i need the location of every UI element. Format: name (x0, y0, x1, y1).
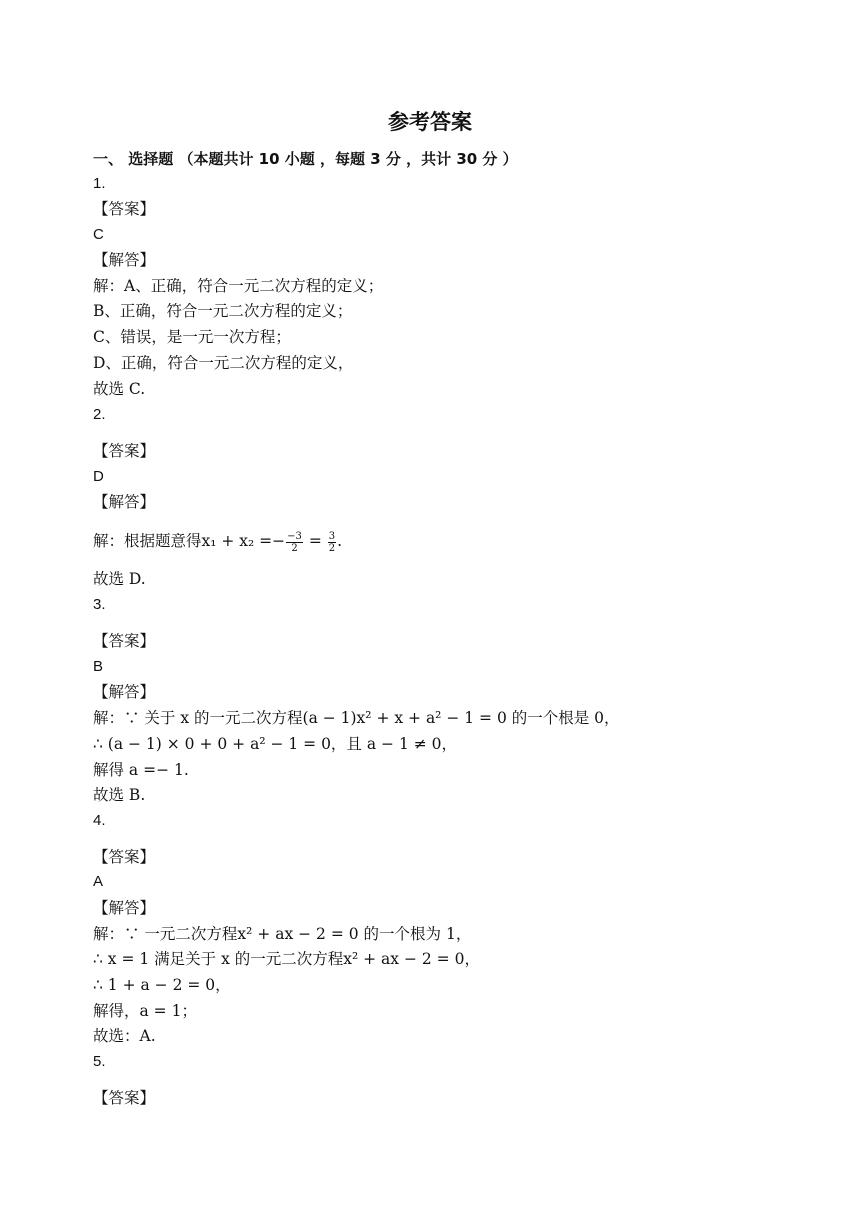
solution-line: 解：A、正确，符合一元二次方程的定义； (93, 277, 384, 295)
fraction (328, 531, 336, 554)
answer-value: D (93, 468, 104, 485)
answer-value: B (93, 658, 104, 675)
solution-line: 解：∵ 关于 x 的一元二次方程(a − 1)x² + x + a² − 1 = 0 的一个根是 0， (93, 709, 620, 727)
question-number: 2. (93, 406, 106, 423)
fraction (286, 531, 303, 554)
solution-line: 故选：A. (93, 1027, 156, 1045)
question-number: 1. (93, 175, 106, 192)
solution-line: 故选 B. (93, 786, 146, 804)
solution-line: 故选 C. (93, 380, 146, 398)
fraction-denominator: 2 (328, 542, 336, 554)
answer-tag: 【答案】 (93, 200, 156, 218)
question-number: 4. (93, 812, 106, 829)
section-heading: 一、 选择题 （本题共计 10 小题 ，每题 3 分 ，共计 30 分 ） (93, 150, 518, 168)
question-number: 5. (93, 1053, 106, 1070)
solution-line: 解：根据题意得x₁ + x₂ =− $\frac{-3}{2}$ = $\frac{3}{2}$ . (93, 530, 343, 554)
solution-line: C、错误，是一元一次方程； (93, 328, 291, 346)
answer-tag: 【答案】 (93, 848, 156, 866)
solution-line: 故选 D. (93, 570, 146, 588)
solution-tag: 【解答】 (93, 251, 156, 269)
answer-tag: 【答案】 (93, 632, 156, 650)
fraction-denominator: 2 (291, 542, 298, 554)
question-number: 3. (93, 596, 106, 613)
page-title: 参考答案 (388, 110, 472, 134)
solution-line: D、正确，符合一元二次方程的定义， (93, 354, 354, 372)
solution-line: ∴ x = 1 满足关于 x 的一元二次方程x² + ax − 2 = 0， (93, 950, 480, 968)
solution-line: ∴ 1 + a − 2 = 0， (93, 976, 231, 994)
answer-tag: 【答案】 (93, 442, 156, 460)
solution-tag: 【解答】 (93, 683, 156, 701)
answer-value: C (93, 226, 104, 243)
fraction-numerator: −3 (287, 530, 302, 542)
solution-line: 解得，a = 1； (93, 1002, 197, 1020)
solution-line: 解得 a =− 1. (93, 761, 189, 779)
solution-tag: 【解答】 (93, 493, 156, 511)
solution-tag: 【解答】 (93, 899, 156, 917)
answer-tag: 【答案】 (93, 1089, 156, 1107)
answer-value: A (93, 873, 104, 890)
solution-line: ∴ (a − 1) × 0 + 0 + a² − 1 = 0，且 a − 1 ≠ 0， (93, 735, 458, 753)
fraction-numerator: 3 (328, 530, 336, 542)
solution-text: 解：根据题意得x₁ + x₂ =− (93, 532, 286, 550)
solution-line: B、正确，符合一元二次方程的定义； (93, 302, 353, 320)
solution-line: 解：∵ 一元二次方程x² + ax − 2 = 0 的一个根为 1， (93, 925, 472, 943)
